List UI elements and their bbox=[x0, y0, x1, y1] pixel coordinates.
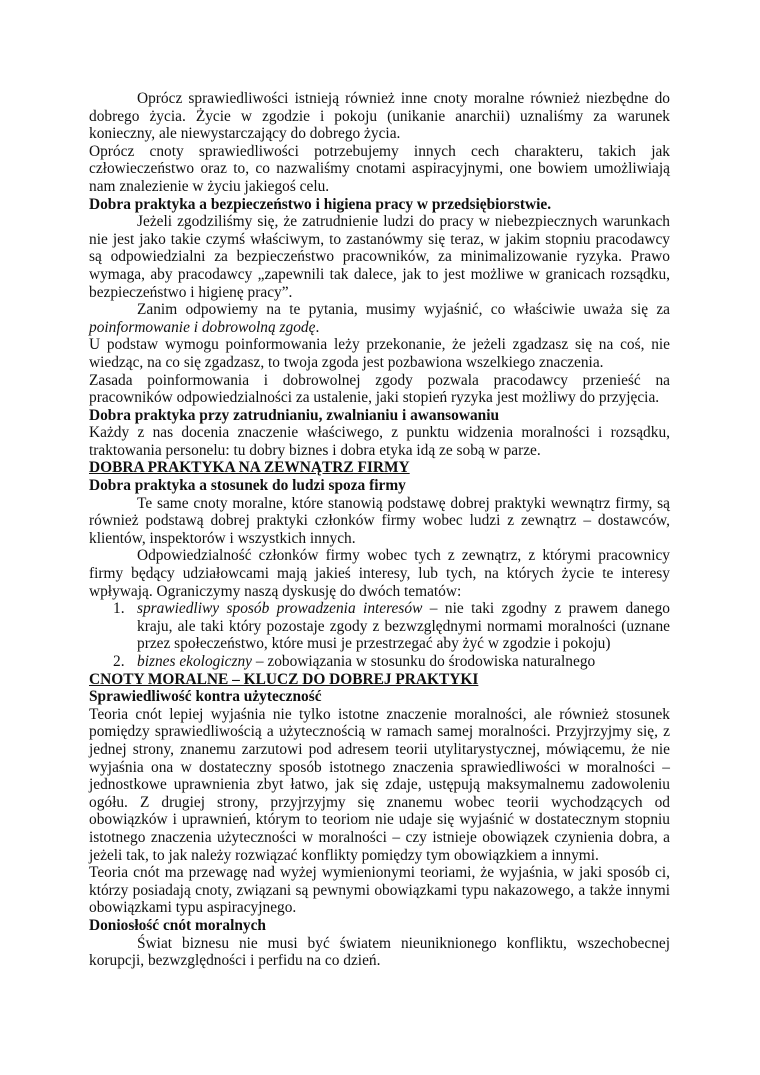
paragraph-end: . bbox=[315, 318, 320, 336]
list-item bbox=[89, 653, 670, 671]
section-heading: Sprawiedliwość kontra użyteczność bbox=[89, 688, 322, 706]
document-body bbox=[89, 90, 670, 970]
chapter-heading: CNOTY MORALNE – KLUCZ DO DOBREJ PRAKTYKI bbox=[89, 670, 479, 688]
paragraph: Zasada poinformowania i dobrowolnej zgody pozwala pracodawcy przenieść na pracowników odpowiedzialności za ustalenie, jaki stopień ryzyka jest możliwy do przyjęcia. bbox=[89, 371, 670, 407]
italic-phrase: poinformowanie i dobrowolną zgodę bbox=[89, 318, 316, 336]
paragraph: Teoria cnót lepiej wyjaśnia nie tylko istotne znaczenie moralności, ale również stosunek pomiędzy sprawiedliwością a użytecznością w ramach samej moralności. Przyjrzyjmy się, z jednej strony, znanemu zarzutowi pod adresem teorii utylitarystycznej, mówiącemu, że nie wyjaśnia ona w dostateczny sposób istotnego znaczenia sprawiedliwości w moralności – jednostkowe uprawnienia zbyt łatwo, jak się zdaje, ustępują maksymalnemu zadowoleniu ogółu. Z drugiej strony, przyjrzyjmy się znanemu wobec teorii wychodzących od obowiązków i uprawnień, którym to teoriom nie udaje się wyjaśnić w dostatecznym stopniu istotnego znaczenia użyteczności w moralności – czy istnieje obowiązek czynienia dobra, a jeżeli tak, to jak należy rozwiązać konflikty pomiędzy tym obowiązkiem a innymi. bbox=[89, 705, 670, 864]
list-number: 2. bbox=[113, 653, 125, 670]
paragraph: Oprócz cnoty sprawiedliwości potrzebujemy innych cech charakteru, takich jak człowieczeństwo oraz to, co nazwaliśmy cnotami aspiracyjnymi, one bowiem umożliwiają nam znalezienie w życiu jakiegoś celu. bbox=[89, 142, 670, 195]
chapter-heading: DOBRA PRAKTYKA NA ZEWNĄTRZ FIRMY bbox=[89, 459, 410, 477]
section-heading: Dobra praktyka a bezpieczeństwo i higiena pracy w przedsiębiorstwie. bbox=[89, 195, 552, 213]
paragraph: Oprócz sprawiedliwości istnieją również inne cnoty moralne również niezbędne do dobrego życia. Życie w zgodzie i pokoju (unikanie anarchii) uznaliśmy za warunek konieczny, ale niewystarczający do dobrego życia. bbox=[89, 90, 670, 143]
section-heading: Doniosłość cnót moralnych bbox=[89, 916, 266, 934]
topic-list bbox=[89, 600, 670, 670]
paragraph bbox=[89, 301, 670, 336]
list-item-italic: sprawiedliwy sposób prowadzenia interesów bbox=[137, 600, 423, 618]
list-number: 1. bbox=[113, 600, 125, 618]
list-item-italic: biznes ekologiczny bbox=[137, 653, 252, 670]
list-item-text: – zobowiązania w stosunku do środowiska naturalnego bbox=[251, 653, 596, 670]
paragraph: Odpowiedzialność członków firmy wobec tych z zewnątrz, z którymi pracownicy firmy będący udziałowcami mają jakieś interesy, lub tych, na których życie te interesy wpływają. Ograniczymy naszą dyskusję do dwóch tematów: bbox=[89, 547, 670, 600]
paragraph-text: Zanim odpowiemy na te pytania, musimy wyjaśnić, co właściwie uważa się za bbox=[137, 301, 670, 319]
paragraph: Teoria cnót ma przewagę nad wyżej wymienionymi teoriami, że wyjaśnia, w jaki sposób ci, którzy posiadają cnoty, związani są pewnymi obowiązkami typu nakazowego, a także innymi obowiązkami typu aspiracyjnego. bbox=[89, 864, 670, 917]
section-heading: Dobra praktyka przy zatrudnianiu, zwalnianiu i awansowaniu bbox=[89, 406, 500, 424]
paragraph: Jeżeli zgodziliśmy się, że zatrudnienie ludzi do pracy w niebezpiecznych warunkach nie jest jako takie czymś właściwym, to zastanówmy się teraz, w jakim stopniu pracodawcy są odpowiedzialni za bezpieczeństwo pracowników, za minimalizowanie ryzyka. Prawo wymaga, aby pracodawcy „zapewnili tak dalece, jak to jest możliwe w granicach rozsądku, bezpieczeństwo i higienę pracy”. bbox=[89, 213, 670, 301]
list-item-text: – nie taki zgodny z prawem danego kraju, ale taki który pozostaje zgody z bezwzględnymi normami moralności (uznane przez społeczeństwo, które musi je przestrzegać aby żyć w zgodzie i pokoju) bbox=[137, 600, 670, 653]
section-heading: Dobra praktyka a stosunek do ludzi spoza firmy bbox=[89, 477, 406, 495]
paragraph: U podstaw wymogu poinformowania leży przekonanie, że jeżeli zgadzasz się na coś, nie wiedząc, na co się zgadzasz, to twoja zgoda jest pozbawiona wszelkiego znaczenia. bbox=[89, 336, 670, 371]
paragraph: Te same cnoty moralne, które stanowią podstawę dobrej praktyki wewnątrz firmy, są również podstawą dobrej praktyki członków firmy wobec ludzi z zewnątrz – dostawców, klientów, inspektorów i wszystkich innych. bbox=[89, 494, 670, 547]
paragraph: Każdy z nas docenia znaczenie właściwego, z punktu widzenia moralności i rozsądku, traktowania personelu: tu dobry biznes i dobra etyka idą ze sobą w parze. bbox=[89, 424, 670, 459]
list-item bbox=[89, 600, 670, 653]
paragraph: Świat biznesu nie musi być światem nieuniknionego konfliktu, wszechobecnej korupcji, bezwzględności i perfidu na co dzień. bbox=[89, 934, 670, 970]
